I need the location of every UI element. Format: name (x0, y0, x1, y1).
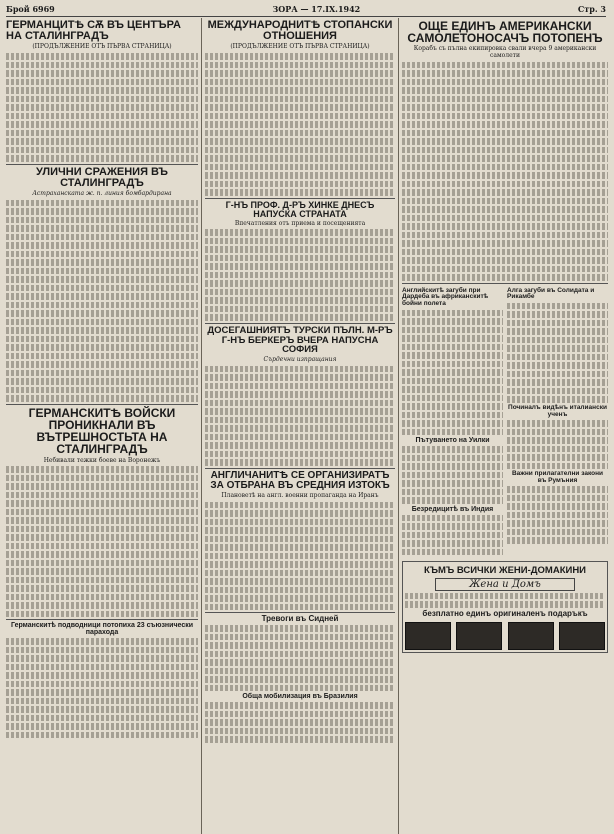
aircraft-carrier-headline: ОЩЕ ЕДИНЪ АМЕРИКАНСКИ САМОЛЕТОНОСАЧЪ ПОТОПЕНЪ (407, 19, 603, 46)
dardeba-headline: Английскитѣ загуби при Дардеба въ африканскитѣ бойни полета (402, 286, 489, 307)
street-fighting-headline: УЛИЧНИ СРАЖЕНИЯ ВЪ СТАЛИНГРАДЪ (36, 165, 168, 189)
advertisement-headline: КЪМЪ ВСИЧКИ ЖЕНИ-ДОМАКИНИ (423, 565, 587, 577)
willkie-headline: Пътуването на Уилки (415, 437, 490, 445)
aircraft-carrier-subheadline: Корабъ съ пълна екипировка свали вчера 9 американски самолети (413, 45, 597, 60)
column-middle (205, 18, 395, 834)
column-divider (201, 18, 202, 834)
willkie-body-text (402, 446, 503, 504)
submarines-headline: Германскитѣ подводници потопиха 23 съюзнически парахода (10, 622, 194, 637)
street-fighting-subheadline: Астраханската ж. п. линия бомбардирана (32, 189, 172, 197)
street-fighting-body-text (6, 200, 198, 402)
india-riots-headline: Безредицитѣ въ Индия (411, 505, 494, 513)
mobilization-headline: Обща мобилизация въ Бразилия (242, 693, 358, 701)
masthead (6, 2, 606, 17)
advertisement-products (405, 622, 605, 650)
column-divider (398, 18, 399, 834)
lead-body-text (6, 53, 198, 162)
newspaper-title: ЗОРА — 17.IX.1942 (272, 4, 361, 14)
column-right (402, 18, 608, 834)
english-defense-subheadline: Плановетѣ на англ. военни пропаганда на Иранъ (221, 492, 379, 499)
product-image (456, 622, 502, 650)
mobilization-body-text (205, 702, 395, 743)
economic-relations-body-text (205, 53, 395, 196)
page-number: Стр. 3 (577, 4, 606, 14)
scientist-body-text (507, 420, 608, 469)
troops-body-text (6, 466, 198, 617)
advertisement-body-text (405, 593, 605, 608)
lead-subheadline: (ПРОДЪЛЖЕНИЕ ОТЪ ПЪРВА СТРАНИЦА) (32, 43, 172, 51)
solidata-body-text (507, 303, 608, 403)
troops-subheadline: Небивали тежки боеве на Воронежъ (43, 456, 161, 464)
sidney-headline: Тревоги въ Сидней (261, 614, 339, 624)
turkish-minister-body-text (205, 366, 395, 466)
advertisement-brand: Жена и Домъ (435, 578, 575, 591)
hinke-body-text (205, 229, 395, 321)
india-riots-body-text (402, 515, 503, 556)
troops-headline: ГЕРМАНСКИТѢ ВОЙСКИ ПРОНИКНАЛИ ВЪ ВЪТРЕШНОСТЬТА НА СТАЛИНГРАДЪ (28, 405, 176, 457)
dardeba-body-text (402, 310, 503, 436)
english-defense-headline: АНГЛИЧАНИТѢ СЕ ОРГАНИЗИРАТЪ ЗА ОТБРАНА ВЪ СРЕДНИЯ ИЗТОКЪ (210, 469, 390, 491)
hinke-subheadline: Впечатления отъ приема и посещенията (234, 219, 366, 227)
submarines-body-text (6, 638, 198, 738)
hinke-headline: Г-НЪ ПРОФ. Д-РЪ ХИНКЕ ДНЕСЪ НАПУСКА СТРАНАТА (225, 199, 375, 219)
product-image (559, 622, 605, 650)
column-left (6, 18, 198, 834)
solidata-headline: Алга загуби въ Солидата и Рикамбе (507, 286, 595, 301)
turkish-minister-subheadline: Сърдечни изпращания (263, 356, 337, 364)
sidney-body-text (205, 625, 395, 691)
product-image (508, 622, 554, 650)
product-image (405, 622, 451, 650)
romania-laws-headline: Важни прилагателни закони въ Румъния (511, 470, 604, 484)
economic-relations-subheadline: (ПРОДЪЛЖЕНИЕ ОТЪ ПЪРВА СТРАНИЦА) (230, 43, 370, 51)
turkish-minister-headline: ДОСЕГАШНИЯТЪ ТУРСКИ ПЪЛН. М-РЪ Г-НЪ БЕРКЕРЪ ВЧЕРА НАПУСНА СОФИЯ (207, 324, 393, 356)
advertisement (402, 561, 608, 653)
english-defense-body-text (205, 502, 395, 611)
economic-relations-headline: МЕЖДУНАРОДНИТѢ СТОПАНСКИ ОТНОШЕНИЯ (207, 19, 393, 43)
scientist-headline: Починалъ видѣнъ италиански ученъ (508, 403, 607, 418)
lead-headline: ГЕРМАНЦИТѢ СѪ ВЪ ЦЕНТЪРА НА СТАЛИНГРАДЪ (6, 19, 181, 43)
advertisement-offer: безплатно единъ оригиналенъ подаръкъ (422, 608, 588, 618)
issue-number: Брой 6969 (6, 4, 55, 14)
romania-laws-body-text (507, 486, 608, 544)
aircraft-carrier-body-text (402, 62, 608, 281)
